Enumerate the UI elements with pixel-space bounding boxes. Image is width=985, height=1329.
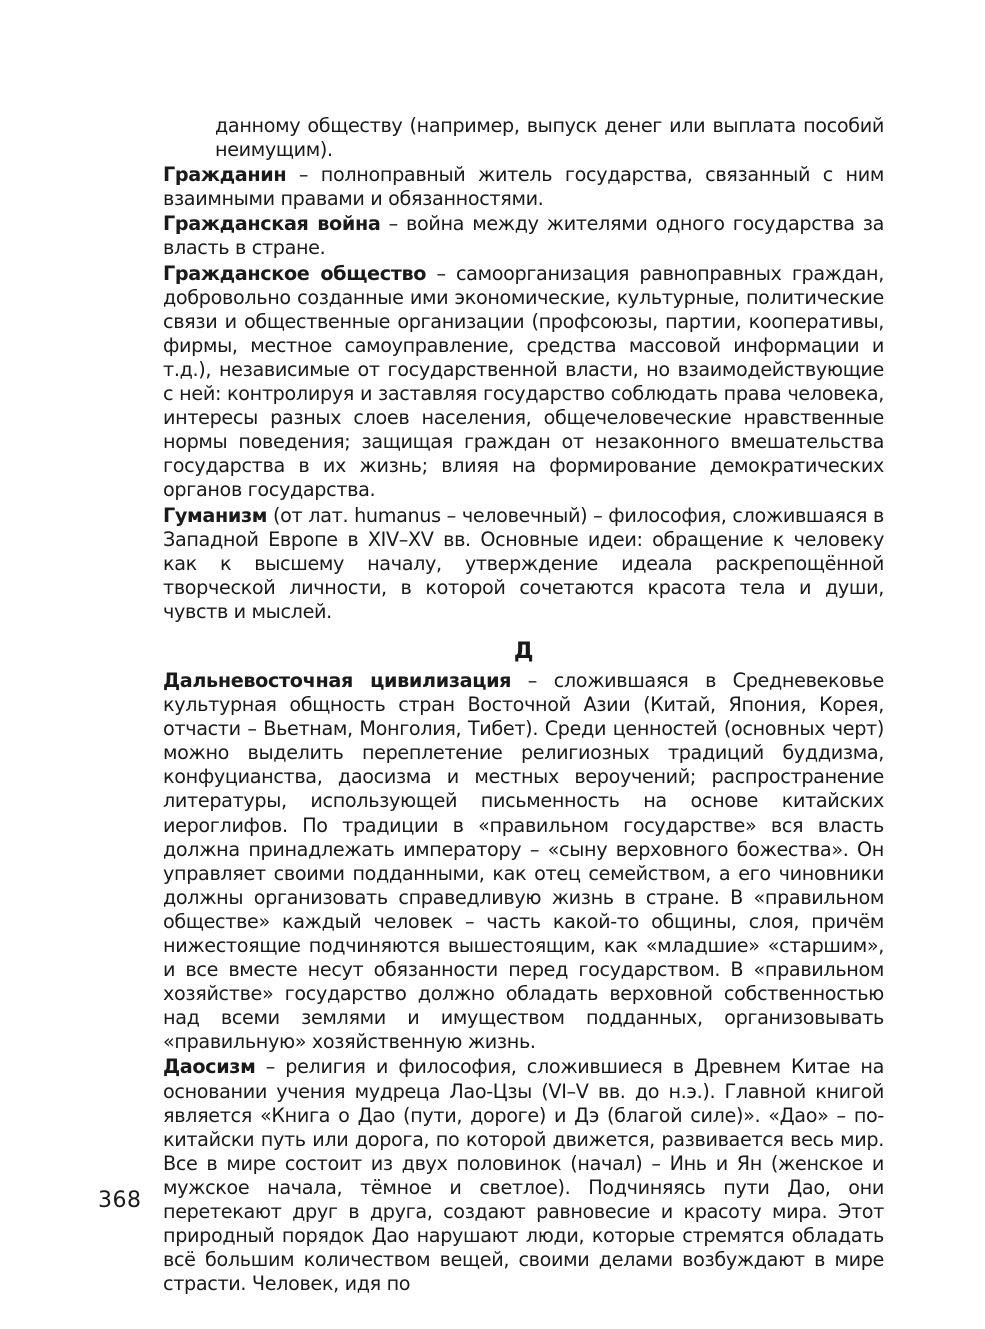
continued-definition: данному обществу (например, выпуск денег или выплата пособий неимущим). [215,114,884,162]
page-number: 368 [98,1188,142,1213]
entry-definition: (от лат. humanus – человечный) – философия, сложившаяся в Западной Европе в XIV–XV вв. Основные идеи: обращение к человеку как к высшему началу, утверждение идеала раскрепощённой творческой личности, в которой сочетаются красота тела и души, чувств и мыслей. [163,503,884,623]
entry-term: Даосизм [163,1055,256,1079]
entry-term: Гуманизм [163,503,268,527]
entry-term: Дальневосточная цивилизация [163,668,512,692]
glossary-entry-grazhdanskaya-voina [163,212,884,260]
section-letter-heading: Д [513,638,534,664]
entry-term: Гражданская война [163,212,381,236]
glossary-entry-grazhdanskoe-obshchestvo [163,262,884,503]
entry-definition: – полноправный житель государства, связанный с ним взаимными правами и обязанностями. [163,163,884,211]
glossary-entry-gumanizm [163,504,884,624]
entry-term: Гражданин [163,163,287,187]
entry-definition: – самоорганизация равноправных граждан, добровольно созданные ими экономические, культурные, политические связи и общественные организации (профсоюзы, партии, кооперативы, фирмы, местное самоуправление, средства массовой информации и т.д.), независимые от государственной власти, но взаимодействующие с ней: контролируя и заставляя государство соблюдать права человека, интересы разных слоев населения, общечеловеческие нравственные нормы поведения; защищая граждан от незаконного вмешательства государства в их жизнь; влияя на формирование демократических органов государства. [163,261,884,502]
glossary-entry-dalnevostochnaya-tsivilizatsiya [163,669,884,1055]
glossary-entry-daosizm [163,1055,884,1296]
glossary-entry-grazhdanin [163,163,884,211]
entry-definition: – сложившаяся в Средневековье культурная общность стран Восточной Азии (Китай, Япония, Корея, отчасти – Вьетнам, Монголия, Тибет). Среди ценностей (основных черт) можно выделить переплетение религиозных традиций буддизма, конфуцианства, даосизма и местных вероучений; распространение литературы, использующей письменность на основе китайских иероглифов. По традиции в «правильном государстве» вся власть должна принадлежать императору – «сыну верховного божества». Он управляет своими подданными, как отец семейством, а его чиновники должны организовать справедливую жизнь в стране. В «правильном обществе» каждый человек – часть какой-то общины, слоя, причём нижестоящие подчиняются вышестоящим, как «младшие» «старшим», и все вместе несут обязанности перед государством. В «правильном хозяйстве» государство должно обладать верховной собственностью над всеми землями и имуществом подданных, организовывать «правильную» хозяйственную жизнь. [163,668,884,1054]
entry-definition: – война между жителями одного государства за власть в стране. [163,212,885,260]
text-column [163,114,884,1297]
entry-definition: – религия и философия, сложившиеся в Древнем Китае на основании учения мудреца Лао-Цзы (VI–V вв. до н.э.). Главной книгой является «Книга о Дао (пути, дороге) и Дэ (благой силе)». «Дао» – по-китайски путь или дорога, по которой движется, развивается весь мир. Все в мире состоит из двух половинок (начал) – Инь и Ян (женское и мужское начала, тёмное и светлое). Подчиняясь пути Дао, они перетекают друг в друга, создают равновесие и красоту мира. Этот природный порядок Дао нарушают люди, которые стремятся обладать всё большим количеством вещей, своими делами возбуждают в мире страсти. Человек, идя по [163,1055,884,1296]
entry-term: Гражданское общество [163,261,427,285]
